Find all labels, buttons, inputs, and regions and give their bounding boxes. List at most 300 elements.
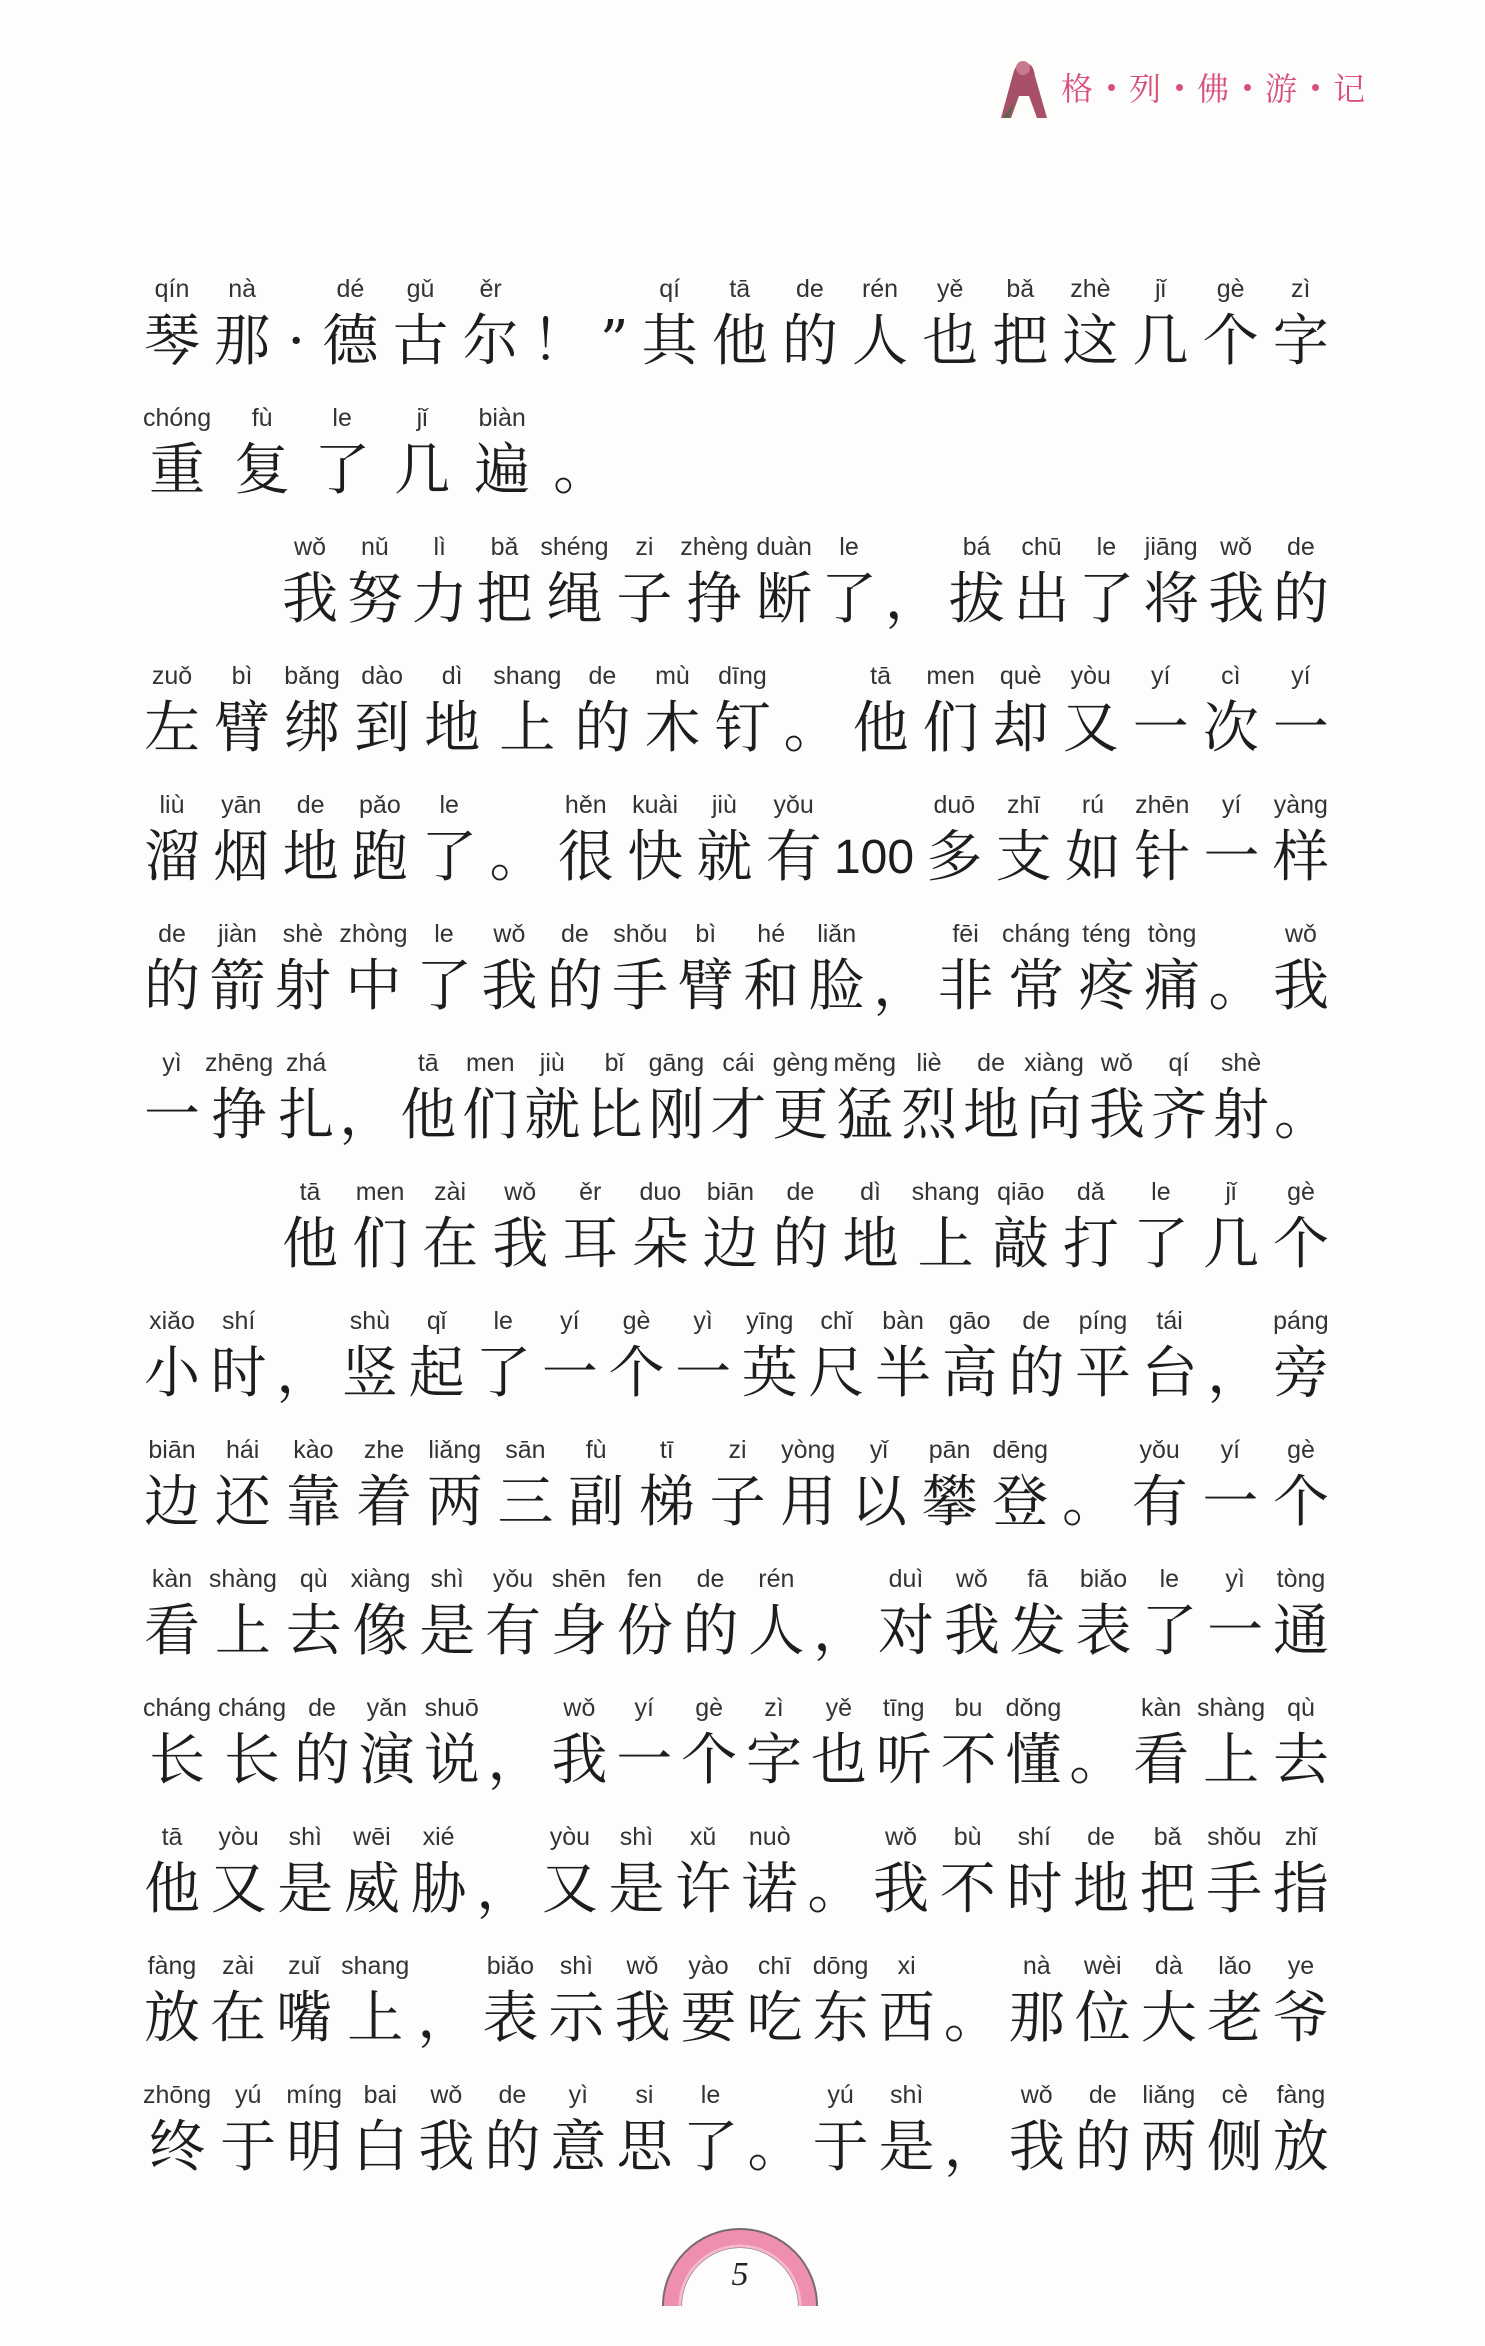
- pinyin: zuǒ: [151, 662, 193, 690]
- hanzi: 中: [345, 954, 402, 1019]
- hanzi: 吃: [746, 1986, 803, 2051]
- pinyin: wǒ: [626, 1952, 659, 1980]
- hanzi: 时: [210, 1341, 267, 1406]
- ruby-cell: [771, 1045, 829, 1151]
- hanzi: 木: [644, 696, 701, 761]
- hanzi: 就: [524, 1083, 581, 1148]
- pinyin: wǒ: [504, 1178, 537, 1206]
- pinyin: tòng: [1147, 920, 1197, 948]
- pinyin: men: [465, 1049, 515, 1077]
- hanzi: 的: [293, 1728, 350, 1793]
- ruby-cell: [274, 916, 332, 1022]
- pinyin: tā: [870, 662, 892, 690]
- ruby-cell: [346, 529, 404, 635]
- hanzi: 指: [1272, 1857, 1329, 1922]
- hanzi: 的: [574, 696, 631, 761]
- pinyin: zhèng: [680, 533, 749, 561]
- ruby-cell: [143, 2077, 211, 2183]
- hanzi: 的: [1074, 2115, 1131, 2180]
- ruby-cell: [615, 2077, 673, 2183]
- pinyin: dǎ: [1076, 1178, 1105, 1206]
- hanzi: 嘴: [276, 1986, 333, 2051]
- hanzi: 登: [992, 1470, 1049, 1535]
- pinyin: le: [1096, 533, 1117, 561]
- ruby-cell: [392, 271, 450, 377]
- pinyin: wǒ: [885, 1823, 918, 1851]
- pinyin: hěn: [564, 791, 607, 819]
- hanzi: 古: [392, 309, 449, 374]
- hanzi: 人: [852, 309, 909, 374]
- hanzi: 痛: [1144, 954, 1201, 1019]
- ruby-cell: [878, 1948, 936, 2054]
- ruby-cell: [851, 271, 909, 377]
- hanzi: 也: [810, 1728, 867, 1793]
- hanzi: 上: [499, 696, 556, 761]
- pinyin: kào: [293, 1436, 334, 1464]
- hanzi: 演: [358, 1728, 415, 1793]
- hanzi: 我: [492, 1212, 549, 1277]
- pinyin: dì: [441, 662, 463, 690]
- ruby-cell: [682, 1561, 740, 1667]
- ruby-cell: [143, 1045, 201, 1151]
- hanzi: ，: [873, 954, 930, 1019]
- hanzi: 我: [614, 1986, 671, 2051]
- pinyin: biàn: [478, 404, 526, 432]
- ruby-cell: [852, 658, 910, 764]
- pinyin: yì: [568, 2081, 589, 2109]
- ruby-cell: [233, 400, 291, 506]
- hanzi: 去: [1272, 1728, 1329, 1793]
- hanzi: 德: [322, 309, 379, 374]
- pinyin: zài: [434, 1178, 467, 1206]
- ruby-cell: [711, 271, 769, 377]
- pinyin: lì: [433, 533, 446, 561]
- ruby-cell: [674, 1819, 732, 1925]
- pinyin: dēng: [992, 1436, 1049, 1464]
- pinyin: le: [439, 791, 459, 819]
- hanzi: 着: [356, 1470, 413, 1535]
- pinyin: shēn: [551, 1565, 606, 1593]
- hanzi: 要: [680, 1986, 737, 2051]
- ruby-cell: [213, 658, 271, 764]
- ruby-cell: [143, 787, 201, 893]
- hanzi: 。: [1208, 954, 1265, 1019]
- hanzi: ，: [417, 1986, 474, 2051]
- ruby-cell: [351, 1174, 409, 1280]
- ruby-cell: [339, 916, 407, 1022]
- pinyin: qí: [659, 275, 681, 303]
- hanzi: 平: [1074, 1341, 1131, 1406]
- ruby-cell: [1209, 916, 1265, 1022]
- ruby-cell: [991, 1432, 1049, 1538]
- pinyin: de: [308, 1694, 336, 1722]
- hanzi: 靠: [285, 1470, 342, 1535]
- ruby-cell: [939, 1819, 997, 1925]
- hanzi: 边: [144, 1470, 200, 1535]
- ruby-cell: [873, 916, 929, 1022]
- pinyin: píng: [1078, 1307, 1128, 1335]
- pinyin: de: [588, 662, 617, 690]
- pinyin: bǎ: [1153, 1823, 1182, 1851]
- ruby-cell: [741, 1819, 799, 1925]
- hanzi: 们: [922, 696, 979, 761]
- hanzi: 。: [807, 1857, 864, 1922]
- hanzi: 又: [541, 1857, 598, 1922]
- ruby-cell: [615, 529, 673, 635]
- hanzi: 常: [1008, 954, 1065, 1019]
- ruby-cell: [284, 1432, 342, 1538]
- hanzi: 却: [992, 696, 1049, 761]
- pinyin: gèng: [772, 1049, 829, 1077]
- ruby-cell: [1272, 787, 1330, 893]
- text-line: [143, 2054, 1330, 2183]
- hanzi: 份: [616, 1599, 673, 1664]
- hanzi: ”: [599, 309, 629, 374]
- ruby-cell: [1009, 1561, 1067, 1667]
- pinyin: yǎn: [366, 1694, 407, 1722]
- pinyin: chǐ: [820, 1307, 853, 1335]
- pinyin: liǎng: [428, 1436, 482, 1464]
- text-line: [143, 764, 1330, 893]
- pinyin: biān: [148, 1436, 196, 1464]
- ruby-cell: [143, 1690, 211, 1796]
- pinyin: gè: [695, 1694, 724, 1722]
- ruby-cell: [745, 1690, 803, 1796]
- pinyin: de: [696, 1565, 725, 1593]
- pinyin: bǎ: [490, 533, 519, 561]
- ruby-cell: [540, 529, 608, 635]
- pinyin: fàng: [1276, 2081, 1326, 2109]
- text-line: [143, 506, 1330, 635]
- hanzi: 上: [1203, 1728, 1260, 1793]
- hanzi: 位: [1074, 1986, 1131, 2051]
- ruby-cell: [417, 2077, 475, 2183]
- hanzi: 思: [616, 2115, 673, 2180]
- ruby-cell: [1206, 1948, 1264, 2054]
- ruby-cell: [709, 1432, 767, 1538]
- pinyin: yān: [221, 791, 262, 819]
- pinyin: tā: [299, 1178, 321, 1206]
- ruby-cell: [1069, 1690, 1125, 1796]
- ruby-cell: [415, 916, 473, 1022]
- pinyin: yòu: [218, 1823, 259, 1851]
- pinyin: hé: [757, 920, 786, 948]
- text-line: [143, 1151, 1330, 1280]
- pinyin: kàn: [1140, 1694, 1182, 1722]
- ruby-cell: [418, 1561, 476, 1667]
- ruby-cell: [476, 529, 534, 635]
- pinyin: liǎng: [1142, 2081, 1196, 2109]
- pinyin: de: [296, 791, 325, 819]
- pinyin: shì: [889, 2081, 924, 2109]
- pinyin: de: [1022, 1307, 1051, 1335]
- hanzi: 于: [220, 2115, 277, 2180]
- hanzi: 就: [696, 825, 753, 890]
- pinyin: shang: [911, 1178, 980, 1206]
- title-char: 记: [1333, 70, 1367, 108]
- pinyin: le: [700, 2081, 721, 2109]
- hanzi: 有: [1131, 1470, 1188, 1535]
- hanzi: 。: [489, 825, 546, 890]
- pinyin: qù: [299, 1565, 328, 1593]
- ruby-cell: [1201, 1432, 1259, 1538]
- ruby-cell: [1131, 1432, 1189, 1538]
- pinyin: wǒ: [1020, 2081, 1053, 2109]
- pinyin: biān: [706, 1178, 754, 1206]
- ruby-cell: [585, 1045, 643, 1151]
- pinyin: dīng: [718, 662, 767, 690]
- hanzi: 长: [224, 1728, 281, 1793]
- ruby-cell: [992, 658, 1050, 764]
- ruby-cell: [1133, 787, 1191, 893]
- pinyin: jiāng: [1144, 533, 1198, 561]
- pinyin: dé: [336, 275, 365, 303]
- ruby-cell: [143, 658, 201, 764]
- ruby-cell: [1202, 271, 1260, 377]
- pinyin: nà: [228, 275, 257, 303]
- ruby-cell: [541, 1819, 599, 1925]
- pinyin: zi: [728, 1436, 747, 1464]
- ruby-cell: [746, 1948, 804, 2054]
- ruby-cell: [313, 400, 371, 506]
- ruby-cell: [695, 787, 753, 893]
- hanzi: 台: [1141, 1341, 1198, 1406]
- hanzi: 烟: [213, 825, 270, 890]
- hanzi: 把: [476, 567, 533, 632]
- ruby-cell: [1142, 529, 1200, 635]
- pinyin: shí: [1017, 1823, 1051, 1851]
- ruby-cell: [208, 916, 266, 1022]
- pinyin: yí: [634, 1694, 654, 1722]
- hanzi: 一: [1207, 1599, 1264, 1664]
- ruby-cell: [1272, 2077, 1330, 2183]
- ruby-cell: [779, 1432, 837, 1538]
- ruby-cell: [1074, 1561, 1132, 1667]
- ruby-cell: [1207, 1303, 1263, 1409]
- pinyin: cái: [722, 1049, 755, 1077]
- hanzi: 个: [681, 1728, 738, 1793]
- hanzi: 我: [282, 567, 338, 632]
- hanzi: 几: [1132, 309, 1189, 374]
- hanzi: 老: [1206, 1986, 1263, 2051]
- ruby-cell: [808, 916, 866, 1022]
- pinyin: fēi: [952, 920, 979, 948]
- hanzi: 拔: [948, 567, 1005, 632]
- hanzi: 绳: [546, 567, 603, 632]
- pinyin: zhǐ: [1284, 1823, 1317, 1851]
- pinyin: yīng: [746, 1307, 794, 1335]
- ruby-cell: [476, 1819, 532, 1925]
- hanzi: 了: [1132, 1212, 1189, 1277]
- pinyin: wǒ: [430, 2081, 463, 2109]
- ruby-cell: [213, 271, 271, 377]
- hanzi: 跑: [351, 825, 408, 890]
- ruby-cell: [1132, 271, 1190, 377]
- ruby-cell: [417, 1948, 473, 2054]
- pinyin: dà: [1154, 1952, 1183, 1980]
- hanzi: ，: [943, 2115, 1000, 2180]
- text-line: [143, 1667, 1330, 1796]
- hanzi: 复: [234, 438, 291, 503]
- hanzi: 我: [1208, 567, 1265, 632]
- pinyin: wǒ: [294, 533, 326, 561]
- ruby-cell: [541, 1303, 599, 1409]
- text-line: [143, 1022, 1330, 1151]
- ruby-cell: [341, 1303, 399, 1409]
- hanzi: 们: [352, 1212, 409, 1277]
- pinyin: le: [434, 920, 454, 948]
- hanzi: 边: [702, 1212, 759, 1277]
- ruby-cell: [355, 1432, 413, 1538]
- hanzi: 了: [314, 438, 371, 503]
- ruby-cell: [341, 1948, 409, 2054]
- hanzi: 一: [675, 1341, 732, 1406]
- ruby-cell: [488, 1690, 544, 1796]
- ruby-cell: [358, 1690, 416, 1796]
- hanzi: 听: [875, 1728, 932, 1793]
- pinyin: shàng: [208, 1565, 277, 1593]
- hanzi: 了: [821, 567, 877, 632]
- hanzi: 地: [1072, 1857, 1129, 1922]
- pinyin: yì: [1225, 1565, 1245, 1593]
- hanzi: 的: [144, 954, 200, 1019]
- pinyin: jiàn: [217, 920, 257, 948]
- ruby-cell: [922, 658, 980, 764]
- pinyin: ěr: [579, 1178, 602, 1206]
- running-header: [995, 52, 1366, 122]
- ruby-cell: [874, 1303, 932, 1409]
- pinyin: pǎo: [359, 791, 401, 819]
- hanzi: ，: [487, 1728, 544, 1793]
- hanzi: 的: [682, 1599, 739, 1664]
- hanzi: 通: [1272, 1599, 1329, 1664]
- pinyin: gè: [1287, 1178, 1315, 1206]
- ruby-cell: [1008, 1948, 1066, 2054]
- pinyin: shéng: [540, 533, 609, 561]
- hanzi: 我: [1088, 1083, 1145, 1148]
- ruby-cell: [613, 1948, 671, 2054]
- hanzi: 副: [568, 1470, 625, 1535]
- pinyin: zì: [1291, 275, 1311, 303]
- hanzi: 是: [277, 1857, 334, 1922]
- ruby-cell: [550, 1690, 608, 1796]
- ruby-cell: [143, 1819, 201, 1925]
- hanzi: 他: [144, 1857, 200, 1922]
- pinyin: fen: [627, 1565, 663, 1593]
- hanzi: 非: [937, 954, 994, 1019]
- hanzi: 我: [1008, 2115, 1065, 2180]
- ruby-cell: [995, 787, 1053, 893]
- ruby-cell: [833, 1045, 896, 1151]
- pinyin: qiāo: [997, 1178, 1045, 1206]
- hanzi: ，: [813, 1599, 870, 1664]
- hanzi: 竖: [341, 1341, 398, 1406]
- hanzi: 用: [780, 1470, 837, 1535]
- hanzi: 针: [1134, 825, 1191, 890]
- ruby-cell: [214, 1432, 272, 1538]
- hanzi: 地: [842, 1212, 899, 1277]
- text-line: [143, 248, 1330, 377]
- hanzi: 时: [1006, 1857, 1063, 1922]
- hanzi: 个: [1202, 309, 1259, 374]
- hanzi: 旁: [1272, 1341, 1329, 1406]
- ruby-cell: [1272, 271, 1330, 377]
- hanzi: 这: [1062, 309, 1119, 374]
- pinyin: yǐ: [869, 1436, 888, 1464]
- hanzi: 敲: [992, 1212, 1049, 1277]
- ruby-cell: [813, 1561, 869, 1667]
- hanzi: 说: [423, 1728, 480, 1793]
- pinyin: liù: [159, 791, 185, 819]
- ruby-cell: [1078, 916, 1136, 1022]
- ruby-cell: [944, 2077, 1000, 2183]
- ruby-cell: [1272, 916, 1330, 1022]
- pinyin: yào: [688, 1952, 729, 1980]
- pinyin: tā: [729, 275, 751, 303]
- ruby-cell: [480, 916, 538, 1022]
- text-line: [143, 1538, 1330, 1667]
- hanzi: 在: [210, 1986, 267, 2051]
- pinyin: shì: [559, 1952, 594, 1980]
- ruby-cell: [1004, 1690, 1062, 1796]
- hanzi: ·: [287, 309, 306, 374]
- hanzi: 有: [485, 1599, 542, 1664]
- hanzi: 于: [812, 2115, 869, 2180]
- pinyin: gāng: [648, 1049, 705, 1077]
- ruby-cell: [426, 1432, 484, 1538]
- pinyin: wǒ: [563, 1694, 596, 1722]
- pinyin: qù: [1287, 1694, 1315, 1722]
- ruby-cell: [1272, 1690, 1330, 1796]
- ruby-cell: [209, 1948, 267, 2054]
- pinyin: jǐ: [1154, 275, 1167, 303]
- hanzi: 在: [422, 1212, 479, 1277]
- ruby-cell: [709, 1045, 767, 1151]
- hanzi: 挣: [686, 567, 743, 632]
- hanzi: 了: [682, 2115, 739, 2180]
- ruby-cell: [1272, 1174, 1330, 1280]
- ruby-cell: [421, 1174, 479, 1280]
- pinyin: shì: [430, 1565, 464, 1593]
- pinyin: liǎn: [817, 920, 857, 948]
- hanzi: 的: [546, 954, 603, 1019]
- hanzi: 比: [586, 1083, 643, 1148]
- hanzi: 梯: [638, 1470, 695, 1535]
- ruby-cell: [765, 787, 823, 893]
- ruby-cell: [282, 787, 340, 893]
- pinyin: tā: [417, 1049, 439, 1077]
- title-char: 格: [1061, 70, 1095, 108]
- hanzi: 我: [1272, 954, 1329, 1019]
- ruby-cell: [1140, 1561, 1198, 1667]
- pinyin: xié: [422, 1823, 455, 1851]
- pinyin: fàng: [147, 1952, 197, 1980]
- pinyin: biǎo: [486, 1952, 534, 1980]
- hanzi: 。: [943, 1986, 1000, 2051]
- hanzi: 是: [419, 1599, 476, 1664]
- ruby-cell: [748, 2077, 804, 2183]
- pinyin: fā: [1027, 1565, 1049, 1593]
- ruby-cell: [872, 1819, 930, 1925]
- ruby-cell: [878, 2077, 936, 2183]
- hanzi: 地: [424, 696, 481, 761]
- pinyin-text-body: [143, 248, 1330, 2183]
- pinyin: de: [1087, 1823, 1115, 1851]
- ruby-cell: [1207, 529, 1265, 635]
- ruby-cell: [900, 1045, 958, 1151]
- title-char: 列: [1129, 70, 1163, 108]
- pinyin: yú: [234, 2081, 262, 2109]
